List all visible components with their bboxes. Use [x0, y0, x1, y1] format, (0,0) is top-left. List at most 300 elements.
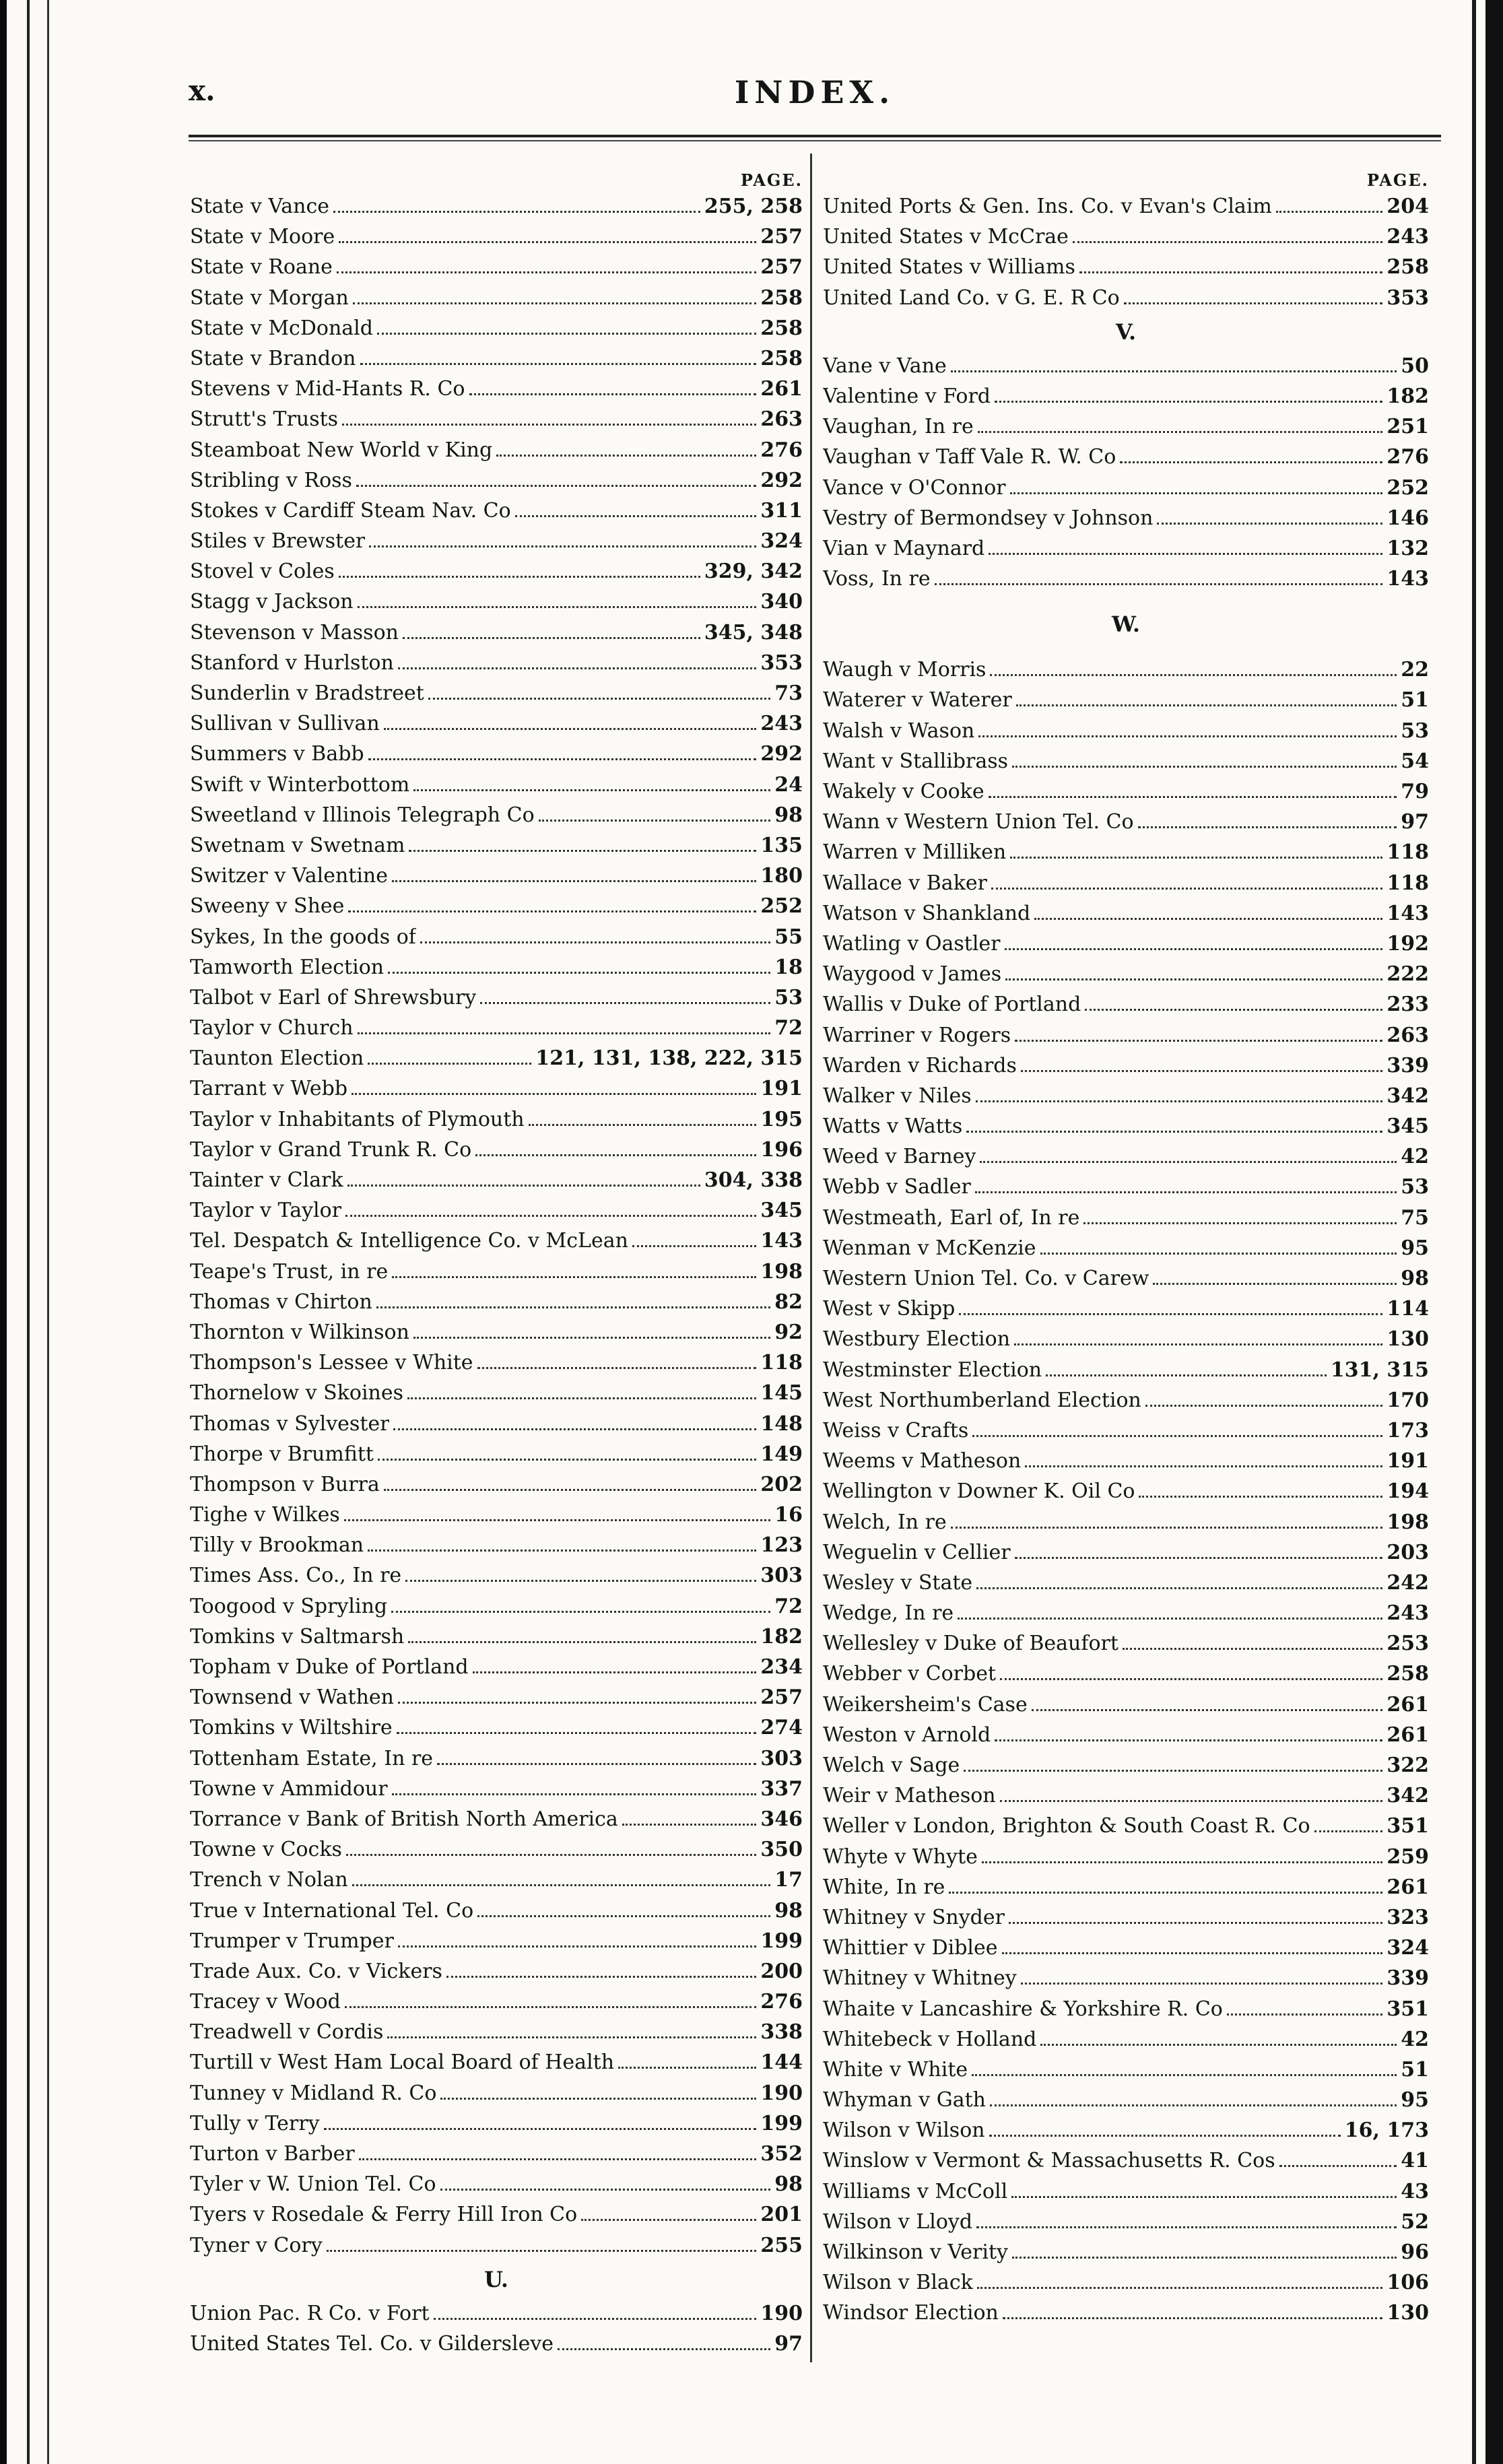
dot-leader: [515, 515, 757, 517]
case-name: Taylor v Inhabitants of Plymouth: [190, 1107, 525, 1131]
dot-leader: [377, 333, 756, 335]
case-name: Swetnam v Swetnam: [190, 833, 405, 857]
dot-leader: [1012, 2257, 1397, 2259]
dot-leader: [368, 1063, 531, 1065]
index-entry: [190, 1682, 803, 1712]
case-name: Weir v Matheson: [823, 1784, 996, 1808]
dot-leader: [407, 1397, 756, 1399]
case-name: Tyner v Cory: [190, 2233, 323, 2257]
dot-leader: [976, 2226, 1397, 2228]
case-name: Warden v Richards: [823, 1053, 1017, 1077]
page-reference: 263: [760, 407, 803, 432]
page-reference: 190: [760, 2081, 803, 2105]
dot-leader: [935, 583, 1383, 585]
case-name: Williams v McColl: [823, 2179, 1008, 2203]
page-reference: 42: [1401, 2027, 1429, 2051]
dot-leader: [348, 910, 756, 912]
dot-leader: [1046, 1374, 1327, 1376]
index-entry: [190, 1987, 803, 2017]
index-entry: [190, 2329, 803, 2359]
dot-leader: [1000, 1678, 1382, 1680]
dot-leader: [581, 2219, 756, 2221]
dot-leader: [346, 1854, 756, 1856]
page-reference: 182: [1387, 384, 1429, 408]
page-reference: 258: [1387, 1662, 1429, 1686]
dot-leader: [333, 211, 700, 213]
dot-leader: [1079, 271, 1382, 273]
dot-leader: [345, 2006, 756, 2008]
case-name: Western Union Tel. Co. v Carew: [823, 1267, 1149, 1290]
page-reference: 261: [1387, 1692, 1429, 1717]
page-reference: 144: [760, 2051, 803, 2075]
case-name: Wilkinson v Verity: [823, 2240, 1008, 2264]
dot-leader: [1010, 492, 1383, 494]
dot-leader: [384, 728, 757, 730]
index-entry: [823, 959, 1429, 989]
case-name: Wellesley v Duke of Beaufort: [823, 1632, 1118, 1656]
case-name: West Northumberland Election: [823, 1388, 1141, 1412]
dot-leader: [1040, 2044, 1397, 2046]
case-name: Thompson v Burra: [190, 1472, 380, 1496]
dot-leader: [1021, 1070, 1382, 1072]
page-reference: 148: [760, 1411, 803, 1436]
index-entry: [190, 1195, 803, 1226]
dot-leader: [358, 1032, 771, 1034]
case-name: Thornton v Wilkinson: [190, 1320, 409, 1344]
index-entry: [823, 1720, 1429, 1750]
dot-leader: [618, 2067, 756, 2069]
case-name: Watts v Watts: [823, 1114, 963, 1139]
page-column-label: PAGE.: [1366, 170, 1429, 190]
page-reference: 258: [1387, 255, 1429, 279]
case-name: Sunderlin v Bradstreet: [190, 681, 424, 705]
case-name: Weguelin v Cellier: [823, 1540, 1011, 1564]
dot-leader: [1085, 1009, 1382, 1011]
case-name: Webb v Sadler: [823, 1175, 971, 1199]
page-reference: 118: [1387, 840, 1429, 865]
case-name: Weller v London, Brighton & South Coast R. Co: [823, 1814, 1310, 1838]
index-entry: [823, 716, 1429, 746]
case-name: Wakely v Cooke: [823, 780, 984, 803]
dot-leader: [393, 1428, 756, 1430]
page-reference: 130: [1387, 2301, 1429, 2325]
case-name: Summers v Babb: [190, 742, 364, 766]
section-heading-w: W.: [1111, 611, 1141, 638]
index-entry: [190, 283, 803, 313]
case-name: White, In re: [823, 1875, 945, 1899]
case-name: United States v Williams: [823, 255, 1075, 279]
page-number: x.: [189, 74, 215, 107]
page-reference: 51: [1401, 2057, 1429, 2082]
index-entry: [190, 1317, 803, 1347]
index-entry: [823, 1902, 1429, 1933]
dot-leader: [1015, 1040, 1382, 1042]
dot-leader: [1000, 1800, 1383, 1802]
page-reference: 258: [760, 346, 803, 370]
dot-leader: [959, 1313, 1382, 1315]
page-reference: 234: [760, 1655, 803, 1679]
page-reference: 130: [1387, 1327, 1429, 1352]
page-reference: 233: [1387, 993, 1429, 1017]
case-name: Tomkins v Wiltshire: [190, 1716, 393, 1740]
index-entry: [190, 678, 803, 708]
page-reference: 345, 348: [704, 620, 803, 644]
index-entry: [190, 1926, 803, 1956]
page-reference: 191: [1387, 1449, 1429, 1473]
page-reference: 201: [760, 2203, 803, 2227]
index-entry: [823, 1081, 1429, 1111]
case-name: Waugh v Morris: [823, 658, 987, 682]
index-entry: [190, 587, 803, 617]
index-entry: [190, 465, 803, 496]
dot-leader: [1005, 948, 1383, 950]
index-entry: [190, 2199, 803, 2230]
index-entry: [190, 1409, 803, 1439]
case-name: Torrance v Bank of British North America: [190, 1807, 618, 1831]
page-reference: 92: [774, 1320, 803, 1344]
case-name: Tyler v W. Union Tel. Co: [190, 2172, 436, 2197]
index-entry: [823, 898, 1429, 929]
case-name: Wann v Western Union Tel. Co: [823, 810, 1134, 834]
case-name: Wilson v Black: [823, 2271, 973, 2295]
case-name: Vian v Maynard: [823, 536, 985, 560]
index-entry: [823, 989, 1429, 1020]
index-entry: [823, 1324, 1429, 1354]
case-name: State v Vance: [190, 195, 329, 218]
dot-leader: [1032, 1709, 1383, 1711]
page-reference: 121, 131, 138, 222, 315: [535, 1046, 803, 1071]
page-reference: 251: [1387, 415, 1429, 439]
dot-leader: [982, 1861, 1383, 1863]
dot-leader: [1034, 918, 1382, 920]
page-reference: 243: [1387, 225, 1429, 249]
page-reference: 195: [760, 1107, 803, 1131]
index-entry: [823, 807, 1429, 837]
case-name: Wallis v Duke of Portland: [823, 993, 1081, 1017]
header-rule: [189, 135, 1441, 137]
dot-leader: [327, 2250, 757, 2252]
page-reference: 72: [774, 1016, 803, 1040]
page-reference: 96: [1401, 2240, 1429, 2264]
dot-leader: [1153, 1283, 1397, 1285]
page-reference: 145: [760, 1381, 803, 1405]
index-entry: [190, 1013, 803, 1043]
index-entry: [823, 411, 1429, 442]
case-name: Taunton Election: [190, 1046, 364, 1071]
index-entry: [823, 1933, 1429, 1963]
page-reference: 261: [1387, 1723, 1429, 1747]
index-entry: [823, 868, 1429, 898]
page-reference: 18: [774, 955, 803, 979]
dot-leader: [378, 1459, 756, 1461]
dot-leader: [989, 2135, 1341, 2137]
index-entry: [190, 1774, 803, 1804]
case-name: Tamworth Election: [190, 955, 385, 979]
case-name: Talbot v Earl of Shrewsbury: [190, 985, 477, 1009]
dot-leader: [387, 2036, 756, 2038]
index-entry: [190, 2017, 803, 2047]
page-reference: 303: [760, 1564, 803, 1588]
dot-leader: [391, 1611, 770, 1613]
case-name: Vance v O'Connor: [823, 475, 1006, 500]
dot-leader: [356, 485, 756, 487]
dot-leader: [975, 1191, 1397, 1193]
index-entry: [823, 2024, 1429, 2055]
dot-leader: [324, 2128, 757, 2130]
index-entry: [823, 1446, 1429, 1476]
index-entry: [823, 533, 1429, 564]
index-entry: [823, 1385, 1429, 1416]
dot-leader: [405, 1580, 756, 1582]
index-entry: [190, 1743, 803, 1774]
index-entry: [190, 1135, 803, 1165]
index-entry: [190, 1287, 803, 1317]
page-reference: 135: [760, 833, 803, 857]
case-name: Switzer v Valentine: [190, 864, 388, 888]
page-reference: 24: [774, 772, 803, 797]
case-name: Taylor v Grand Trunk R. Co: [190, 1137, 472, 1162]
page-reference: 114: [1387, 1297, 1429, 1321]
case-name: Taylor v Church: [190, 1016, 354, 1040]
page-reference: 252: [760, 894, 803, 919]
case-name: Webber v Corbet: [823, 1662, 997, 1686]
index-entry: [823, 1141, 1429, 1172]
index-entry: [190, 1226, 803, 1256]
case-name: Whitebeck v Holland: [823, 2027, 1037, 2051]
page-reference: 342: [1387, 1784, 1429, 1808]
index-entry: [190, 2078, 803, 2108]
case-name: Vaughan, In re: [823, 415, 974, 439]
page-reference: 292: [760, 468, 803, 492]
index-entry: [823, 2237, 1429, 2267]
dot-leader: [359, 2158, 757, 2160]
case-name: Walker v Niles: [823, 1084, 972, 1108]
case-name: Stevenson v Masson: [190, 620, 399, 644]
page-reference: 324: [1387, 1936, 1429, 1960]
page-reference: 194: [1387, 1479, 1429, 1504]
page-reference: 252: [1387, 475, 1429, 500]
index-entry: [823, 2115, 1429, 2145]
case-name: Trumper v Trumper: [190, 1929, 394, 1953]
dot-leader: [976, 1587, 1382, 1589]
case-name: State v Roane: [190, 255, 333, 279]
dot-leader: [1003, 2317, 1383, 2319]
page-reference: 203: [1387, 1540, 1429, 1564]
index-entry: [190, 435, 803, 465]
case-name: State v McDonald: [190, 316, 373, 340]
dot-leader: [376, 1306, 770, 1308]
dot-leader: [1002, 1952, 1383, 1954]
page-reference: 253: [1387, 1632, 1429, 1656]
page-reference: 180: [760, 864, 803, 888]
page-reference: 192: [1387, 931, 1429, 956]
case-name: Sykes, In the goods of: [190, 925, 416, 949]
page-reference: 97: [1401, 810, 1429, 834]
dot-leader: [345, 1215, 756, 1217]
page-reference: 323: [1387, 1905, 1429, 1929]
case-name: Warriner v Rogers: [823, 1023, 1011, 1047]
index-entry: [190, 2108, 803, 2139]
index-entry: [823, 746, 1429, 776]
page-reference: 259: [1387, 1844, 1429, 1869]
index-entry: [823, 1750, 1429, 1780]
page-reference: 50: [1401, 354, 1429, 378]
index-entry: [823, 2145, 1429, 2176]
page-reference: 198: [760, 1259, 803, 1284]
page-reference: 118: [1387, 871, 1429, 895]
dot-leader: [1314, 1830, 1383, 1832]
page-reference: 340: [760, 590, 803, 614]
case-name: State v Morgan: [190, 286, 349, 310]
page-reference: 202: [760, 1472, 803, 1496]
case-name: Topham v Duke of Portland: [190, 1655, 469, 1679]
page-reference: 182: [760, 1624, 803, 1649]
case-name: Want v Stallibrass: [823, 749, 1009, 773]
case-name: Trade Aux. Co. v Vickers: [190, 1959, 442, 1983]
left-column: [190, 162, 803, 2359]
dot-leader: [951, 1527, 1383, 1529]
case-name: Stagg v Jackson: [190, 590, 354, 614]
page-reference: 329, 342: [704, 560, 803, 584]
page-reference: 276: [760, 438, 803, 462]
dot-leader: [360, 363, 757, 365]
dot-leader: [1120, 461, 1382, 463]
index-entry: [190, 891, 803, 921]
index-entry: [190, 1378, 803, 1408]
dot-leader: [632, 1245, 756, 1247]
page-reference: 143: [760, 1229, 803, 1253]
index-entry: [190, 1104, 803, 1135]
dot-leader: [990, 674, 1397, 676]
dot-leader: [1123, 1648, 1382, 1650]
case-name: White v White: [823, 2057, 968, 2082]
index-entry: [190, 1712, 803, 1743]
case-name: Steamboat New World v King: [190, 438, 493, 462]
index-entry: [823, 2298, 1429, 2328]
dot-leader: [1279, 2165, 1397, 2167]
index-entry: [823, 1294, 1429, 1324]
page-reference: 257: [760, 225, 803, 249]
index-entry: [823, 252, 1429, 282]
dot-leader: [469, 393, 757, 395]
dot-leader: [413, 1337, 770, 1339]
page-reference: 132: [1387, 536, 1429, 560]
page-column-label: PAGE.: [740, 170, 803, 190]
page-reference: 106: [1387, 2271, 1429, 2295]
case-name: United States Tel. Co. v Gildersleve: [190, 2331, 554, 2356]
case-name: Sweetland v Illinois Telegraph Co: [190, 803, 535, 827]
page-reference: 16: [774, 1503, 803, 1527]
dot-leader: [972, 1435, 1382, 1437]
page-reference: 257: [760, 1686, 803, 1710]
index-entry: [190, 222, 803, 252]
index-entry: [190, 983, 803, 1013]
header-rule-thin: [189, 140, 1441, 141]
case-name: Sullivan v Sullivan: [190, 712, 380, 736]
index-entry: [823, 1537, 1429, 1568]
index-entry: [823, 1780, 1429, 1811]
column-divider: [810, 154, 812, 2362]
page-reference: 258: [760, 286, 803, 310]
case-name: Westmeath, Earl of, In re: [823, 1205, 1080, 1230]
dot-leader: [966, 1131, 1382, 1133]
index-entry: [823, 1568, 1429, 1598]
case-name: Watling v Oastler: [823, 931, 1001, 956]
page-reference: 131, 315: [1330, 1358, 1429, 1382]
index-entry: [823, 1233, 1429, 1263]
index-entry: [190, 770, 803, 800]
page-reference: 98: [774, 803, 803, 827]
case-name: Stiles v Brewster: [190, 529, 366, 554]
index-entry: [190, 739, 803, 769]
dot-leader: [1276, 211, 1383, 213]
dot-leader: [347, 1185, 700, 1187]
dot-leader: [420, 941, 770, 943]
case-name: Warren v Milliken: [823, 840, 1007, 865]
case-name: Tully v Terry: [190, 2111, 320, 2135]
case-name: Weed v Barney: [823, 1145, 976, 1169]
page-reference: 292: [760, 742, 803, 766]
dot-leader: [428, 698, 770, 700]
dot-leader: [1083, 1222, 1397, 1224]
case-name: Walsh v Wason: [823, 719, 975, 743]
index-entry: [190, 2169, 803, 2199]
index-entry: [190, 952, 803, 983]
dot-leader: [398, 667, 757, 669]
index-entry: [823, 1172, 1429, 1202]
case-name: West v Skipp: [823, 1297, 956, 1321]
page-reference: 346: [760, 1807, 803, 1831]
page-reference: 243: [760, 712, 803, 736]
index-entry: [190, 404, 803, 434]
page-reference: 123: [760, 1533, 803, 1558]
dot-leader: [384, 1489, 757, 1491]
case-name: Tighe v Wilkes: [190, 1503, 340, 1527]
case-name: Tainter v Clark: [190, 1168, 343, 1192]
page-reference: 351: [1387, 1814, 1429, 1838]
page-reference: 257: [760, 255, 803, 279]
index-entry: [823, 222, 1429, 252]
dot-leader: [368, 1550, 756, 1552]
section-heading-v: V.: [1115, 319, 1137, 345]
page-reference: 255: [760, 2233, 803, 2257]
case-name: Whittier v Diblee: [823, 1936, 998, 1960]
case-name: Tilly v Brookman: [190, 1533, 364, 1558]
dot-leader: [403, 637, 700, 639]
dot-leader: [368, 758, 757, 760]
index-entry: [190, 496, 803, 526]
case-name: Westminster Election: [823, 1358, 1042, 1382]
dot-leader: [1021, 1983, 1383, 1985]
index-entry: [823, 2207, 1429, 2237]
page-reference: 352: [760, 2142, 803, 2166]
case-name: Thompson's Lessee v White: [190, 1351, 473, 1375]
dot-leader: [398, 1702, 756, 1704]
case-name: Wallace v Baker: [823, 871, 987, 895]
index-entry: [190, 2139, 803, 2169]
case-name: Thomas v Sylvester: [190, 1411, 390, 1436]
page-reference: 303: [760, 1746, 803, 1770]
index-entry: [823, 1111, 1429, 1141]
case-name: Windsor Election: [823, 2301, 999, 2325]
dot-leader: [475, 1154, 756, 1156]
index-entry: [823, 1872, 1429, 1902]
dot-leader: [344, 1519, 771, 1521]
index-entry: [823, 1690, 1429, 1720]
index-entry: [823, 1416, 1429, 1446]
index-entry: [823, 1659, 1429, 1689]
index-entry: [823, 1994, 1429, 2024]
